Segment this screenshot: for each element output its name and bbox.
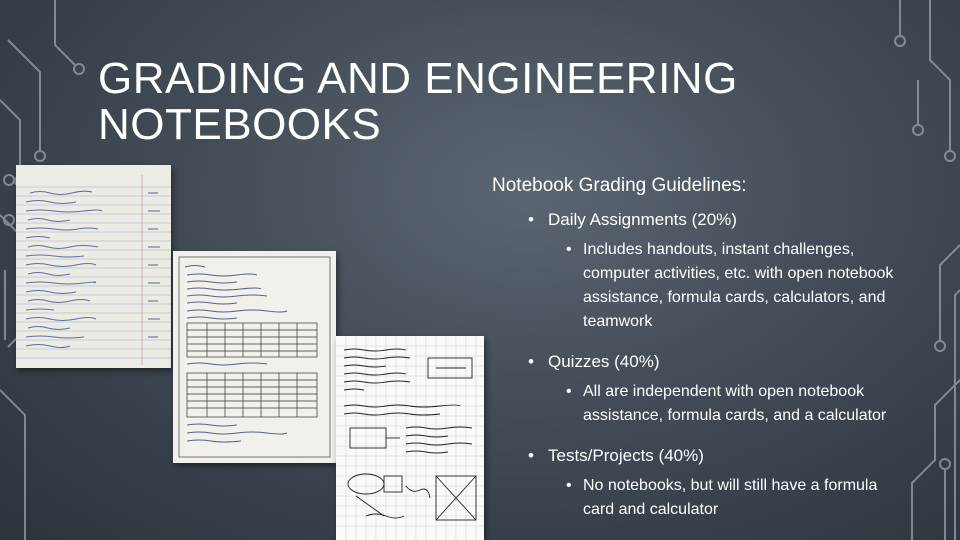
item-label: Quizzes (40%) [548,352,660,371]
list-item-quizzes [492,350,912,374]
guidelines-heading: Notebook Grading Guidelines: [492,175,747,196]
notebook-photo-data-table [173,251,336,463]
bullet-icon: • [528,210,534,229]
guidelines-list [492,172,912,522]
item-detail: Includes handouts, instant challenges, computer activities, etc. with open notebook assistance, formula cards, calculators, and teamwork [583,241,894,330]
bullet-icon: • [566,241,572,258]
item-detail: All are independent with open notebook assistance, formula cards, and a calculator [583,383,887,424]
notebook-photo-table-of-contents [16,165,171,368]
sub-item-quizzes [492,380,912,428]
bullet-icon: • [528,446,534,465]
sub-item-daily-assignments [492,238,912,334]
bullet-icon: • [528,352,534,371]
item-detail: No notebooks, but will still have a formula card and calculator [583,477,878,518]
bullet-icon: • [566,477,572,494]
item-label: Tests/Projects (40%) [548,446,704,465]
bullet-icon: • [566,383,572,400]
notebook-photo-sketch [336,336,484,540]
title-line-1: GRADING AND ENGINEERING [98,54,738,103]
title-line-2: NOTEBOOKS [98,100,382,149]
slide-title [98,56,858,148]
item-label: Daily Assignments (20%) [548,210,737,229]
sub-item-tests-projects [492,474,912,522]
list-item-daily-assignments [492,208,912,232]
list-item-tests-projects [492,444,912,468]
